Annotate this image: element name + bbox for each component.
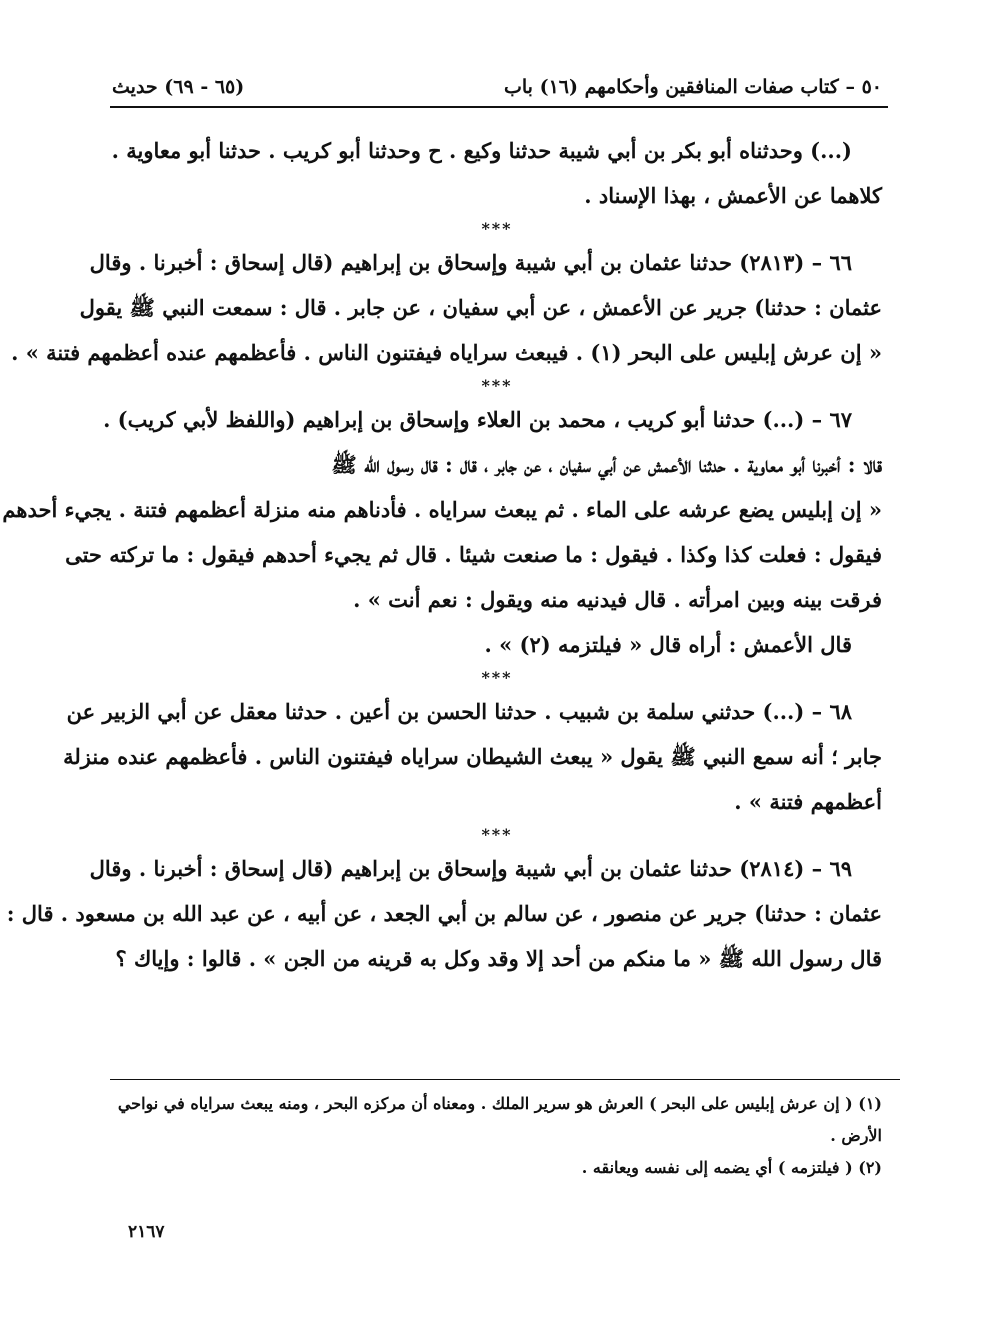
section-separator: *** [481,376,513,395]
hadith-69 [6,846,882,981]
main-text [2,128,882,981]
text-line: عثمان : حدثنا) جرير عن منصور ، عن سالم بن أبي الجعد ، عن أبيه ، عن عبد الله بن مسعود . قال : [6,901,882,926]
text-line: قال رسول الله ﷺ « ما منكم من أحد إلا وقد وكل به قرينه من الجن » . قالوا : وإياك ؟ [115,946,882,971]
section-separator: *** [481,825,513,844]
section-separator: *** [481,668,513,687]
hadith-66 [11,240,882,375]
footnote-1-continued: الأرض . [830,1126,882,1145]
text-line: ٦٧ – (...) حدثنا أبو كريب ، محمد بن العلاء وإسحاق بن إبراهيم (واللفظ لأبي كريب) . [103,407,852,432]
text-line: فيقول : فعلت كذا وكذا . فيقول : ما صنعت شيئا . قال ثم يجيء أحدهم فيقول : ما تركته حتى [65,542,882,567]
footnote-rule [110,1079,900,1080]
text-line: كلاهما عن الأعمش ، بهذا الإسناد . [584,183,882,208]
text-line: عثمان : حدثنا) جرير عن الأعمش ، عن أبي سفيان ، عن جابر . قال : سمعت النبي ﷺ يقول [79,295,882,320]
text-line: أعظمهم فتنة » . [734,789,882,814]
text-line: قالا : أخبرنا أبو معاوية . حدثنا الأعمش عن أبي سفيان ، عن جابر ، قال : قال رسول الله ﷺ [331,452,882,477]
section-separator: *** [481,219,513,238]
footnotes [112,1088,882,1184]
text-line: قال الأعمش : أراه قال « فيلتزمه (٢) » . [484,632,852,657]
text-line: « إن عرش إبليس على البحر (١) . فيبعث سراياه فيفتنون الناس . فأعظمهم عنده أعظمهم فتنة » . [11,340,882,365]
text-line: (...) وحدثناه أبو بكر بن أبي شيبة حدثنا وكيع . ح وحدثنا أبو كريب . حدثنا أبو معاوية . [111,138,852,163]
header-chapter-title: ٥٠ – كتاب صفات المنافقين وأحكامهم (١٦) باب [503,76,882,98]
hadith-paragraph-1 [112,128,882,218]
header-hadith-range: (٦٥ - ٦٩) حديث [112,76,245,98]
header-rule [110,106,888,108]
text-line: جابر ؛ أنه سمع النبي ﷺ يقول « يبعث الشيطان سراياه فيفتنون الناس . فأعظمهم عنده منزلة [63,744,882,769]
text-line: ٦٦ – (٢٨١٣) حدثنا عثمان بن أبي شيبة وإسحاق بن إبراهيم (قال إسحاق : أخبرنا . وقال [89,250,852,275]
text-line: فرقت بينه وبين امرأته . قال فيدنيه منه ويقول : نعم أنت » . [353,587,882,612]
text-line: « إن إبليس يضع عرشه على الماء . ثم يبعث سراياه . فأدناهم منه منزلة أعظمهم فتنة . يجيء أحدهم [2,497,882,522]
footnote-1: (١) ( إن عرش إبليس على البحر ) العرش هو سرير الملك . ومعناه أن مركزه البحر ، ومنه يبعث سراياه في نواحي [117,1094,882,1113]
text-line: ٦٨ – (...) حدثني سلمة بن شبيب . حدثنا الحسن بن أعين . حدثنا معقل عن أبي الزبير عن [66,699,852,724]
hadith-67 [2,397,882,667]
footnote-2: (٢) ( فيلتزمه ) أي يضمه إلى نفسه ويعانقه . [581,1158,882,1177]
page-number: ٢١٦٧ [128,1222,165,1242]
running-header [112,70,882,104]
text-line: ٦٩ – (٢٨١٤) حدثنا عثمان بن أبي شيبة وإسحاق بن إبراهيم (قال إسحاق : أخبرنا . وقال [89,856,852,881]
hadith-68 [63,689,882,824]
